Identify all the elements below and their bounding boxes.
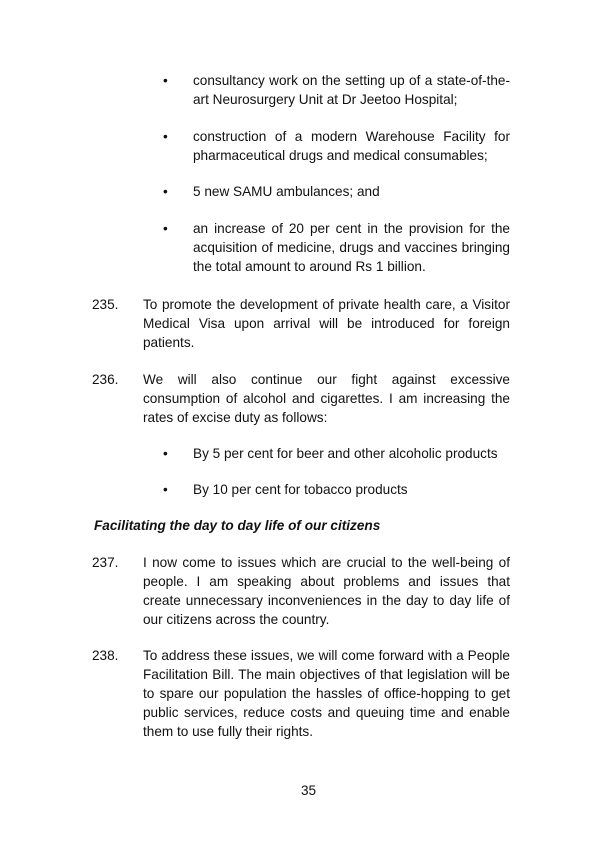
list-item-text: an increase of 20 per cent in the provision for the acquisition of medicine, drugs and vaccines bringing the total amount to around Rs 1 billion.	[193, 221, 510, 274]
paragraph-number: 237.	[92, 555, 119, 570]
bullet-icon: •	[163, 221, 168, 236]
paragraph-number: 236.	[92, 372, 119, 387]
list-item-text: consultancy work on the setting up of a state-of-the-art Neurosurgery Unit at Dr Jeetoo Hospital;	[193, 73, 510, 107]
list-item	[163, 480, 523, 499]
list-item-text: By 10 per cent for tobacco products	[193, 482, 408, 497]
paragraph-text: To address these issues, we will come forward with a People Facilitation Bill. The main objectives of that legislation will be to spare our population the hassles of office-hopping to get public services, reduce costs and queuing time and enable them to use fully their rights.	[143, 648, 510, 739]
bullet-icon: •	[163, 73, 168, 88]
bullet-icon: •	[163, 129, 168, 144]
paragraph-text: We will also continue our fight against excessive consumption of alcohol and cigarettes. I am increasing the rates of excise duty as follows:	[143, 372, 510, 425]
list-item	[163, 182, 510, 219]
list-item	[163, 219, 510, 276]
paragraph-number: 235.	[92, 297, 119, 312]
bullet-list-excise-duty	[163, 444, 523, 499]
list-item	[163, 71, 510, 127]
section-heading: Facilitating the day to day life of our citizens	[94, 518, 381, 533]
bullet-icon: •	[163, 482, 168, 497]
bullet-icon: •	[163, 446, 168, 461]
list-item-text: construction of a modern Warehouse Facility for pharmaceutical drugs and medical consumables;	[193, 129, 510, 163]
bullet-icon: •	[163, 184, 168, 199]
list-item-text: By 5 per cent for beer and other alcoholic products	[193, 446, 498, 461]
bullet-list-health-projects	[163, 71, 510, 276]
paragraph-text: To promote the development of private health care, a Visitor Medical Visa upon arrival will be introduced for foreign patients.	[143, 297, 510, 350]
list-item	[163, 127, 510, 182]
page-number: 35	[300, 783, 317, 798]
paragraph-number: 238.	[92, 648, 119, 663]
paragraph-text: I now come to issues which are crucial to the well-being of people. I am speaking about problems and issues that create unnecessary inconveniences in the day to day life of our citizens across the country.	[143, 555, 510, 627]
list-item-text: 5 new SAMU ambulances; and	[193, 184, 380, 199]
list-item	[163, 444, 523, 480]
